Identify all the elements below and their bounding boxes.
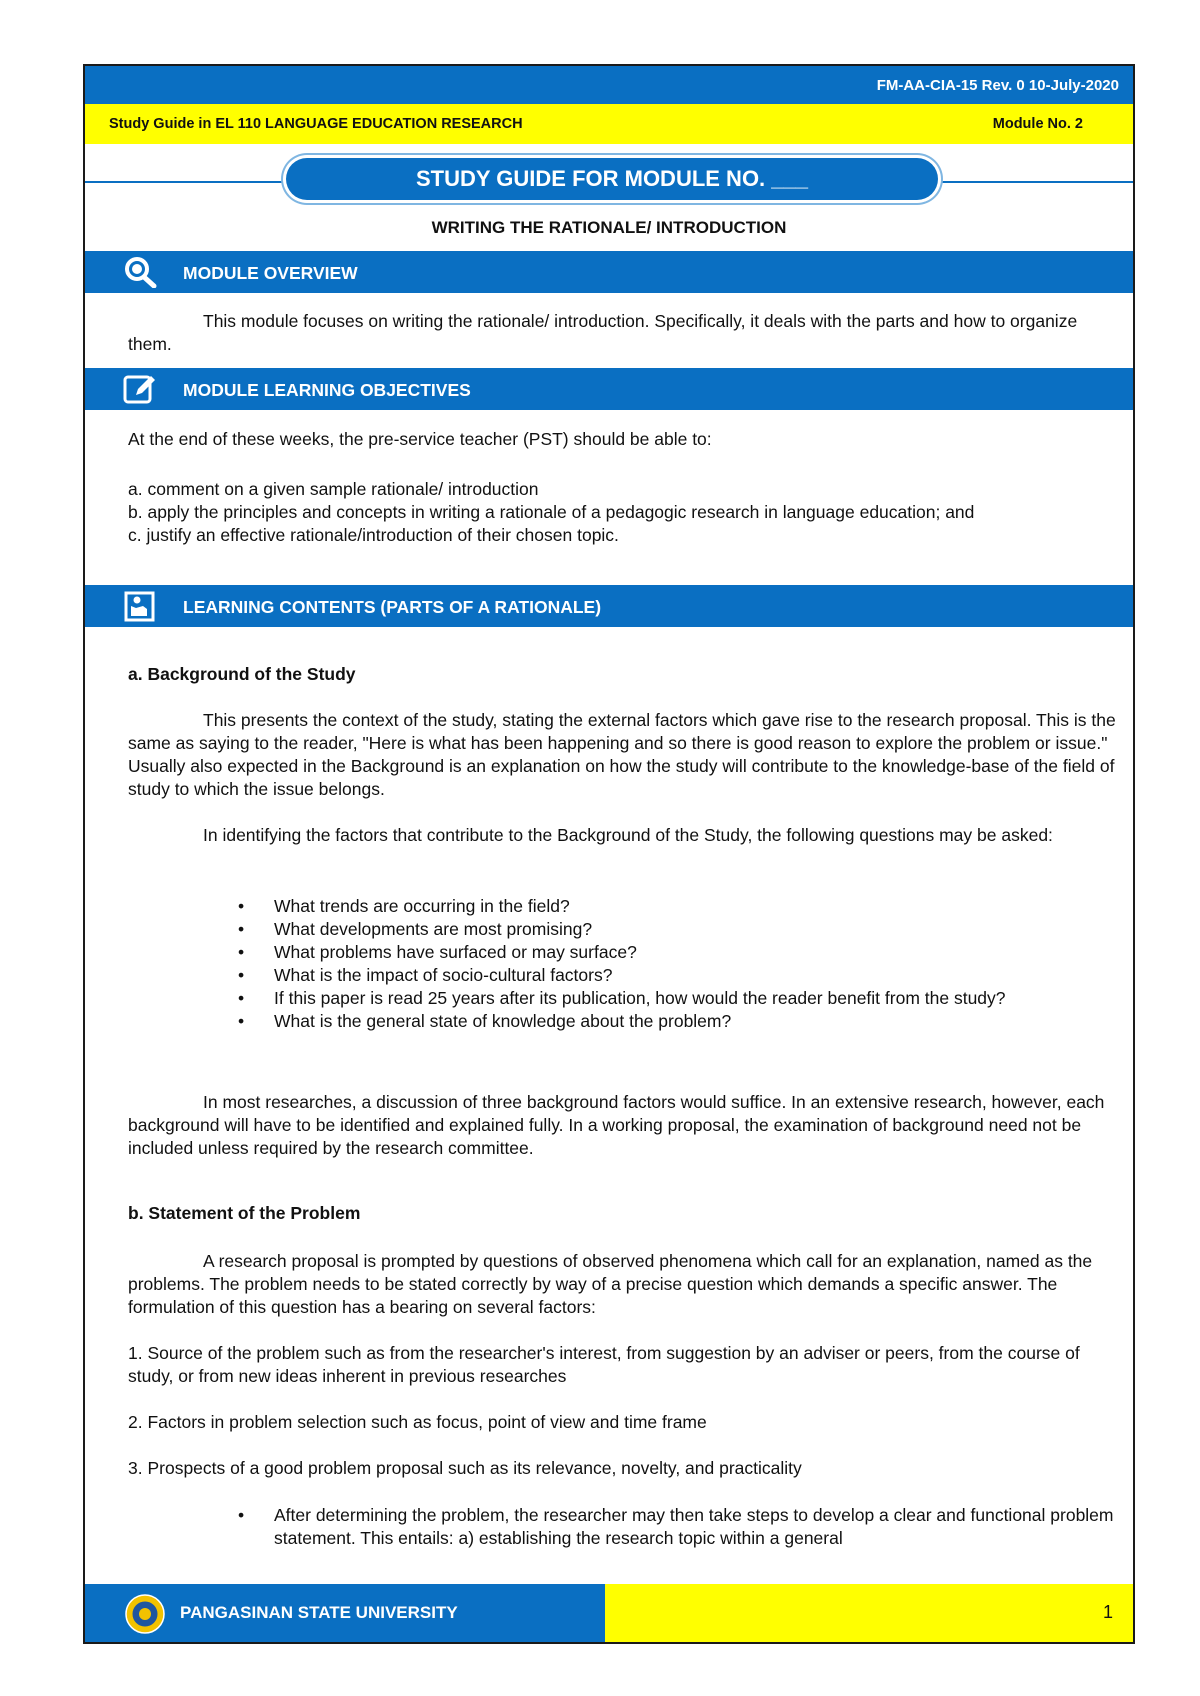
header-yellow-bar bbox=[85, 104, 1133, 144]
problem-factor-1: 1. Source of the problem such as from the researcher's interest, from suggestion by an adviser or peers, from the course of study, or from new ideas inherent in previous researches bbox=[128, 1343, 1080, 1386]
section-bar-overview bbox=[85, 251, 1133, 293]
list-item: • What problems have surfaced or may surface? bbox=[128, 941, 1118, 964]
list-item: • What trends are occurring in the field? bbox=[128, 895, 1118, 918]
background-paragraph-3: In most researches, a discussion of three background factors would suffice. In an extensive research, however, each background will have to be identified and explained fully. In a working proposal, the examination of background need not be included unless required by the research committee. bbox=[128, 1092, 1105, 1158]
list-item: • If this paper is read 25 years after its publication, how would the reader benefit from the study? bbox=[128, 987, 1118, 1010]
study-guide-banner bbox=[286, 158, 938, 200]
list-item: • What is the general state of knowledge about the problem? bbox=[128, 1010, 1118, 1033]
objective-item-a: a. comment on a given sample rationale/ introduction bbox=[128, 479, 539, 499]
section-label-contents: LEARNING CONTENTS (PARTS OF A RATIONALE) bbox=[183, 597, 602, 617]
objective-item-b: b. apply the principles and concepts in writing a rationale of a pedagogic research in language education; and bbox=[128, 502, 975, 522]
heading-problem: b. Statement of the Problem bbox=[128, 1203, 361, 1223]
section-bar-contents bbox=[85, 585, 1133, 627]
header-blue-bar bbox=[85, 66, 1133, 104]
reader-book-icon bbox=[123, 590, 157, 622]
overview-text: This module focuses on writing the rationale/ introduction. Specifically, it deals with the parts and how to organize them. bbox=[128, 311, 1078, 354]
banner-text: STUDY GUIDE FOR MODULE NO. ___ bbox=[416, 166, 808, 191]
background-paragraph-2: In identifying the factors that contribute to the Background of the Study, the following questions may be asked: bbox=[203, 825, 1053, 845]
document-title: WRITING THE RATIONALE/ INTRODUCTION bbox=[431, 218, 787, 237]
section-bar-objectives bbox=[85, 368, 1133, 410]
magnifier-icon bbox=[123, 256, 157, 288]
footer-yellow-bar bbox=[605, 1584, 1133, 1642]
university-seal-icon bbox=[125, 1594, 165, 1634]
problem-factor-3: 3. Prospects of a good problem proposal such as its relevance, novelty, and practicality bbox=[128, 1458, 802, 1478]
form-code: FM-AA-CIA-15 Rev. 0 10-July-2020 bbox=[876, 77, 1119, 94]
problem-steps-list bbox=[128, 1504, 1118, 1550]
section-label-overview: MODULE OVERVIEW bbox=[183, 263, 358, 283]
objective-item-c: c. justify an effective rationale/introduction of their chosen topic. bbox=[128, 525, 619, 545]
objectives-intro: At the end of these weeks, the pre-service teacher (PST) should be able to: bbox=[128, 429, 712, 449]
section-label-objectives: MODULE LEARNING OBJECTIVES bbox=[183, 380, 471, 400]
background-paragraph-1: This presents the context of the study, stating the external factors which gave rise to the research proposal. This is the same as saying to the reader, "Here is what has been happening and so there is good reason to explore the problem or issue." Usually also expected in the Background is an explanation on how the study will contribute to the knowledge-base of the field of study to which the issue belongs. bbox=[128, 710, 1116, 799]
list-item: • What developments are most promising? bbox=[128, 918, 1118, 941]
university-name: PANGASINAN STATE UNIVERSITY bbox=[180, 1603, 458, 1622]
background-questions-list bbox=[128, 895, 1118, 1033]
list-item: • What is the impact of socio-cultural factors? bbox=[128, 964, 1118, 987]
heading-background: a. Background of the Study bbox=[128, 664, 356, 684]
list-item: • After determining the problem, the researcher may then take steps to develop a clear and functional problem statement. This entails: a) establishing the research topic within a general bbox=[128, 1504, 1118, 1550]
page-number: 1 bbox=[1102, 1602, 1113, 1622]
page-frame bbox=[83, 64, 1135, 1644]
course-title: Study Guide in EL 110 LANGUAGE EDUCATION RESEARCH bbox=[109, 116, 523, 132]
footer-blue-bar bbox=[85, 1584, 605, 1642]
module-number: Module No. 2 bbox=[992, 116, 1083, 132]
pencil-edit-icon bbox=[123, 373, 157, 405]
problem-factor-2: 2. Factors in problem selection such as focus, point of view and time frame bbox=[128, 1412, 707, 1432]
problem-paragraph-1: A research proposal is prompted by questions of observed phenomena which call for an explanation, named as the problems. The problem needs to be stated correctly by way of a precise question which demands a specific answer. The formulation of this question has a bearing on several factors: bbox=[128, 1251, 1093, 1317]
